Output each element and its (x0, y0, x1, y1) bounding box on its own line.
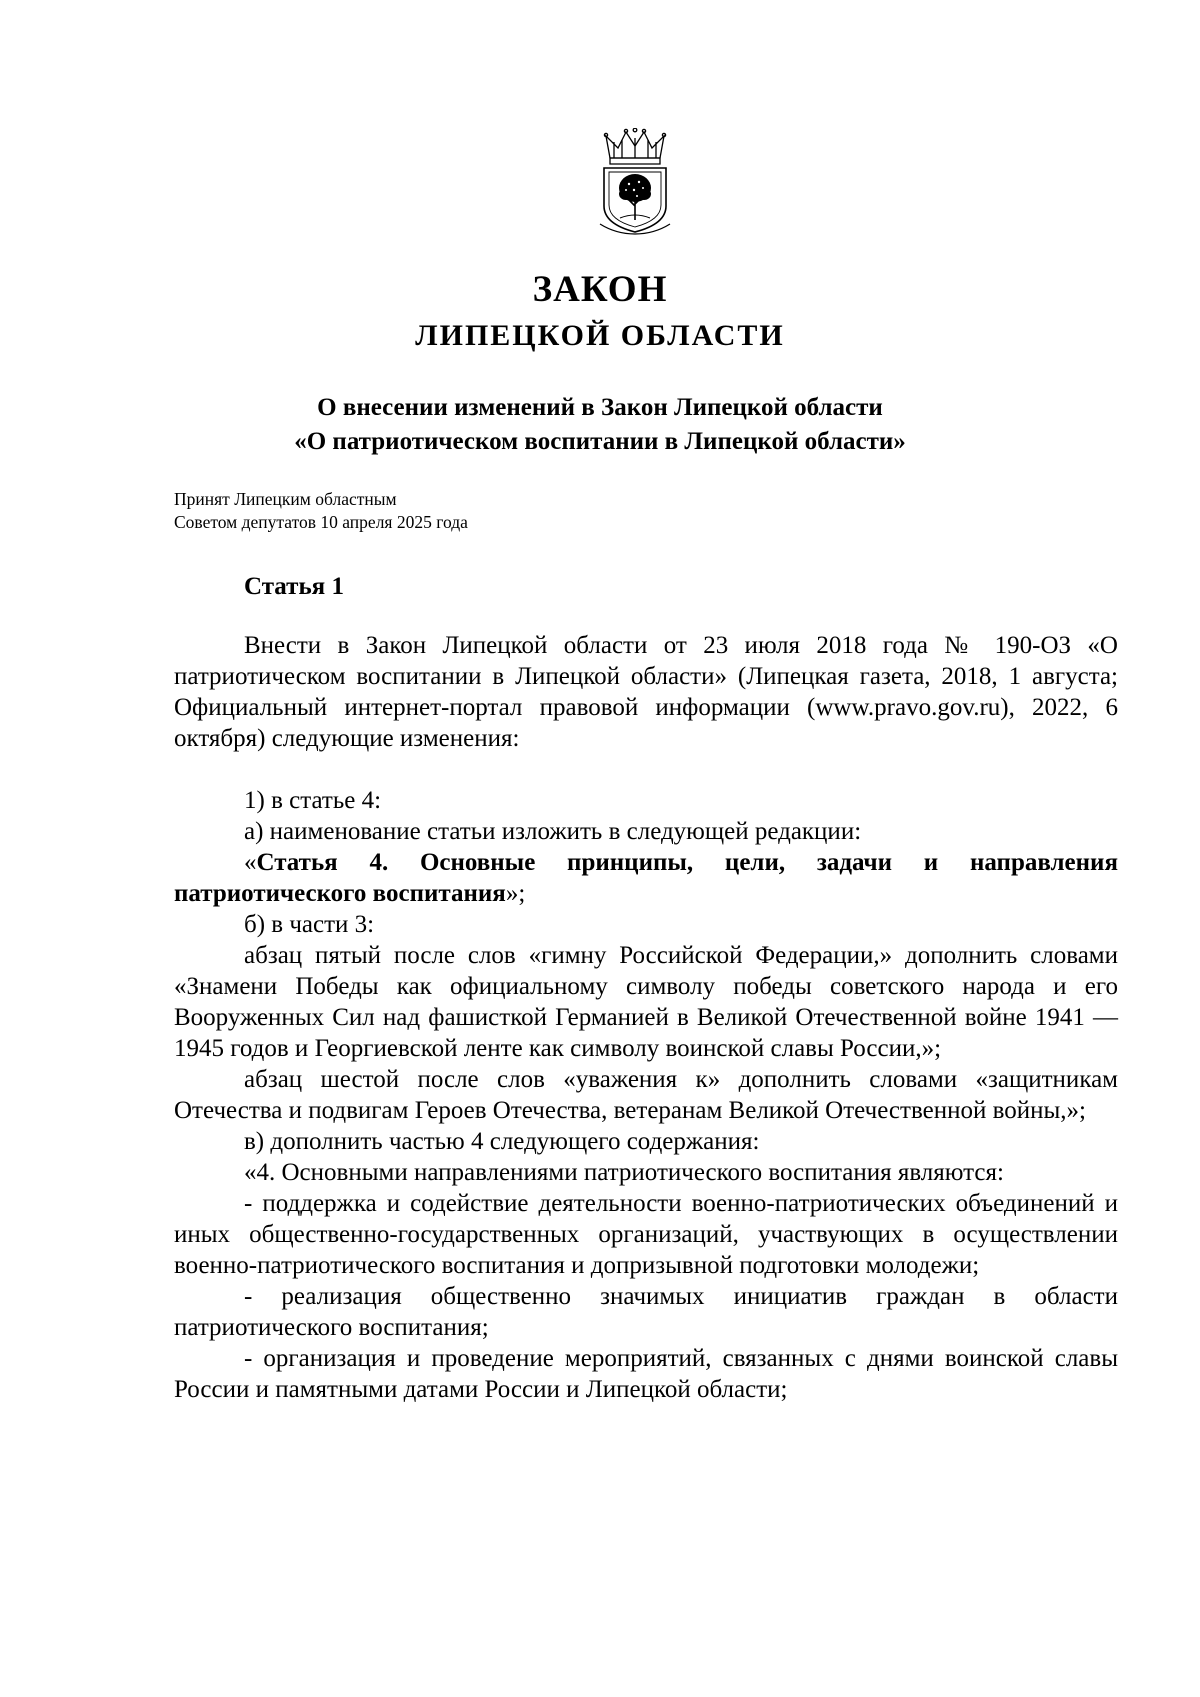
part4-intro: «4. Основными направлениями патриотического воспитания являются: (244, 1159, 1004, 1186)
law-title: ЗАКОН (532, 269, 668, 310)
coat-of-arms-emblem (596, 128, 674, 236)
direction-1: - поддержка и содействие деятельности военно-патриотических объединений и иных общественно-государственных организаций, участвующих в осуществлении военно-патриотического воспитания и допризывной подготовки молодежи; (174, 1190, 1118, 1279)
direction-3: - организация и проведение мероприятий, связанных с днями воинской славы России и памятными датами России и Липецкой области; (174, 1345, 1118, 1403)
quote-close: »; (505, 880, 526, 907)
item-v: в) дополнить частью 4 следующего содержания: (244, 1128, 760, 1155)
item-a: а) наименование статьи изложить в следующей редакции: (244, 818, 862, 845)
law-subject (0, 391, 1200, 459)
new-article-title (174, 847, 1118, 909)
article-heading: Статья 1 (244, 573, 344, 600)
item-1: 1) в статье 4: (244, 787, 382, 814)
direction-2: - реализация общественно значимых инициатив граждан в области патриотического воспитания; (174, 1283, 1118, 1341)
quote-open: « (244, 849, 257, 876)
adoption-line-2: Советом депутатов 10 апреля 2025 года (174, 512, 468, 532)
paragraph-six-amendment: абзац шестой после слов «уважения к» дополнить словами «защитникам Отечества и подвигам Героев Отечества, ветеранам Великой Отечественной войны,»; (174, 1066, 1118, 1124)
article-body (174, 630, 1118, 1405)
subject-line-2: «О патриотическом воспитании в Липецкой области» (294, 428, 906, 455)
subject-line-1: О внесении изменений в Закон Липецкой области (317, 394, 883, 421)
adoption-line-1: Принят Липецким областным (174, 489, 397, 509)
item-b: б) в части 3: (244, 911, 375, 938)
paragraph-five-amendment: абзац пятый после слов «гимну Российской Федерации,» дополнить словами «Знамени Победы как официальному символу победы советского народа и его Вооруженных Сил над фашисткой Германией в Великой Отечественной войне 1941 — 1945 годов и Георгиевской ленте как символу воинской славы России,»; (174, 942, 1118, 1062)
intro-paragraph: Внести в Закон Липецкой области от 23 июля 2018 года № 190-ОЗ «О патриотическом воспитании в Липецкой области» (Липецкая газета, 2018, 1 августа; Официальный интернет-портал правовой информации (www.pravo.gov.ru), 2022, 6 октября) следующие изменения: (174, 632, 1118, 752)
new-article-title-text: Статья 4. Основные принципы, цели, задачи и направления патриотического воспитания (174, 849, 1118, 907)
adoption-note (174, 488, 468, 534)
region-title: ЛИПЕЦКОЙ ОБЛАСТИ (415, 319, 785, 352)
